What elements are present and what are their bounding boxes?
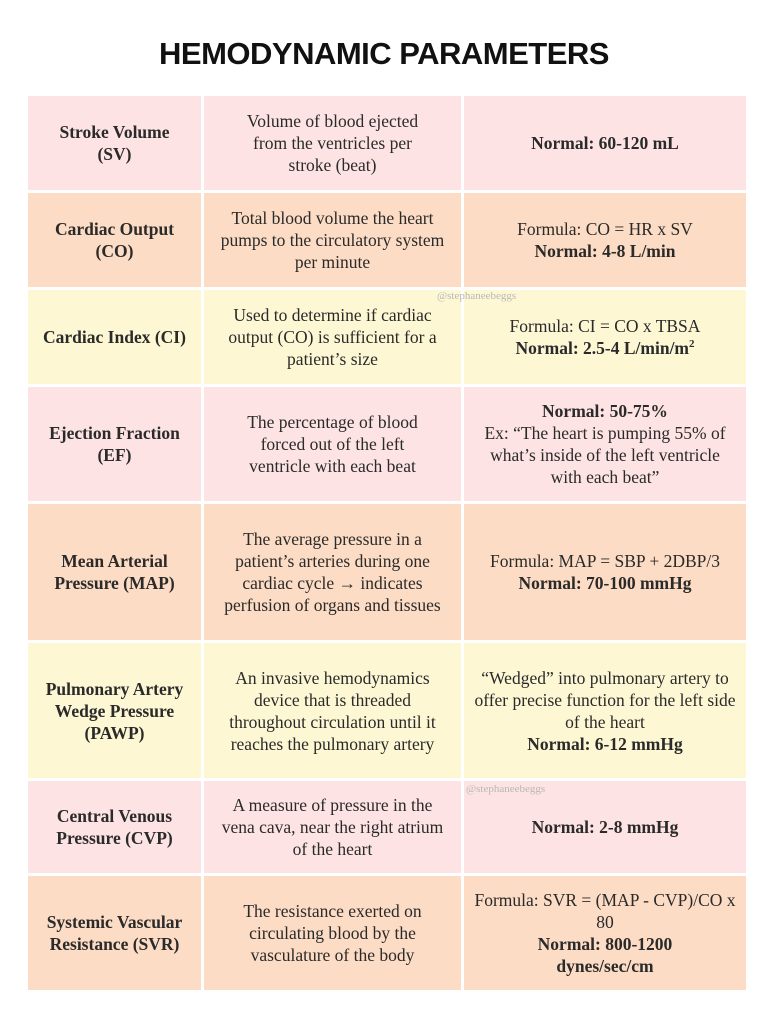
parameters-table bbox=[28, 96, 746, 993]
parameter-name: Systemic Vascular Resistance (SVR) bbox=[28, 876, 201, 990]
parameter-name: Pulmonary Artery Wedge Pressure (PAWP) bbox=[28, 643, 201, 778]
superscript-exponent: 2 bbox=[689, 338, 695, 351]
parameter-values bbox=[464, 504, 746, 640]
formula-text: Formula: CI = CO x TBSA bbox=[509, 316, 701, 336]
parameter-values bbox=[464, 387, 746, 501]
table-row bbox=[28, 876, 746, 990]
table-row bbox=[28, 387, 746, 501]
parameter-name: Ejection Fraction (EF) bbox=[28, 387, 201, 501]
normal-range: Normal: 70-100 mmHg bbox=[518, 573, 692, 593]
table-row bbox=[28, 290, 746, 384]
parameter-values bbox=[464, 643, 746, 778]
parameter-name: Mean Arterial Pressure (MAP) bbox=[28, 504, 201, 640]
table-row bbox=[28, 781, 746, 873]
parameter-definition: Used to determine if cardiac output (CO) is sufficient for a patient’s size bbox=[204, 290, 461, 384]
normal-range: Normal: 6-12 mmHg bbox=[527, 733, 683, 754]
parameter-values bbox=[464, 96, 746, 190]
parameter-definition: The resistance exerted on circulating blood by the vasculature of the body bbox=[204, 876, 461, 990]
normal-range-text: Normal: 2.5-4 L/min/m bbox=[515, 338, 690, 358]
parameter-name: Cardiac Index (CI) bbox=[28, 290, 201, 384]
normal-range: Normal: 800-1200 dynes/sec/cm bbox=[537, 934, 673, 976]
formula-text: Formula: CO = HR x SV bbox=[517, 219, 693, 239]
normal-range: Normal: 50-75% bbox=[542, 401, 668, 421]
table-row bbox=[28, 643, 746, 778]
parameter-definition: The average pressure in a patient’s arteries during one cardiac cycle → indicates perfusion of organs and tissues bbox=[204, 504, 461, 640]
table-row bbox=[28, 96, 746, 190]
parameter-definition: Volume of blood ejected from the ventricles per stroke (beat) bbox=[204, 96, 461, 190]
parameter-definition: A measure of pressure in the vena cava, near the right atrium of the heart bbox=[204, 781, 461, 873]
parameter-definition: An invasive hemodynamics device that is threaded throughout circulation until it reaches the pulmonary artery bbox=[204, 643, 461, 778]
formula-text: Formula: SVR = (MAP - CVP)/CO x 80 bbox=[474, 890, 736, 932]
normal-range: Normal: 2-8 mmHg bbox=[531, 817, 679, 837]
page-title: HEMODYNAMIC PARAMETERS bbox=[159, 36, 609, 71]
example-text: Ex: “The heart is pumping 55% of what’s inside of the left ventricle with each beat” bbox=[484, 423, 726, 487]
normal-range: Normal: 60-120 mL bbox=[531, 133, 679, 153]
table-row bbox=[28, 504, 746, 640]
formula-text: Formula: MAP = SBP + 2DBP/3 bbox=[490, 551, 720, 571]
parameter-definition: Total blood volume the heart pumps to the circulatory system per minute bbox=[204, 193, 461, 287]
parameter-definition: The percentage of blood forced out of the left ventricle with each beat bbox=[204, 387, 461, 501]
watermark-top: @stephaneebeggs bbox=[437, 290, 517, 302]
watermark-bottom: @stephaneebeggs bbox=[466, 783, 546, 795]
normal-range: Normal: 4-8 L/min bbox=[534, 241, 676, 261]
formula-text: “Wedged” into pulmonary artery to offer precise function for the left side of the heart bbox=[474, 667, 736, 732]
parameter-name: Stroke Volume (SV) bbox=[28, 96, 201, 190]
parameter-name: Cardiac Output (CO) bbox=[28, 193, 201, 287]
parameter-values bbox=[464, 290, 746, 384]
table-row bbox=[28, 193, 746, 287]
parameter-values bbox=[464, 876, 746, 990]
normal-range bbox=[515, 337, 694, 359]
parameter-values bbox=[464, 193, 746, 287]
parameter-name: Central Venous Pressure (CVP) bbox=[28, 781, 201, 873]
